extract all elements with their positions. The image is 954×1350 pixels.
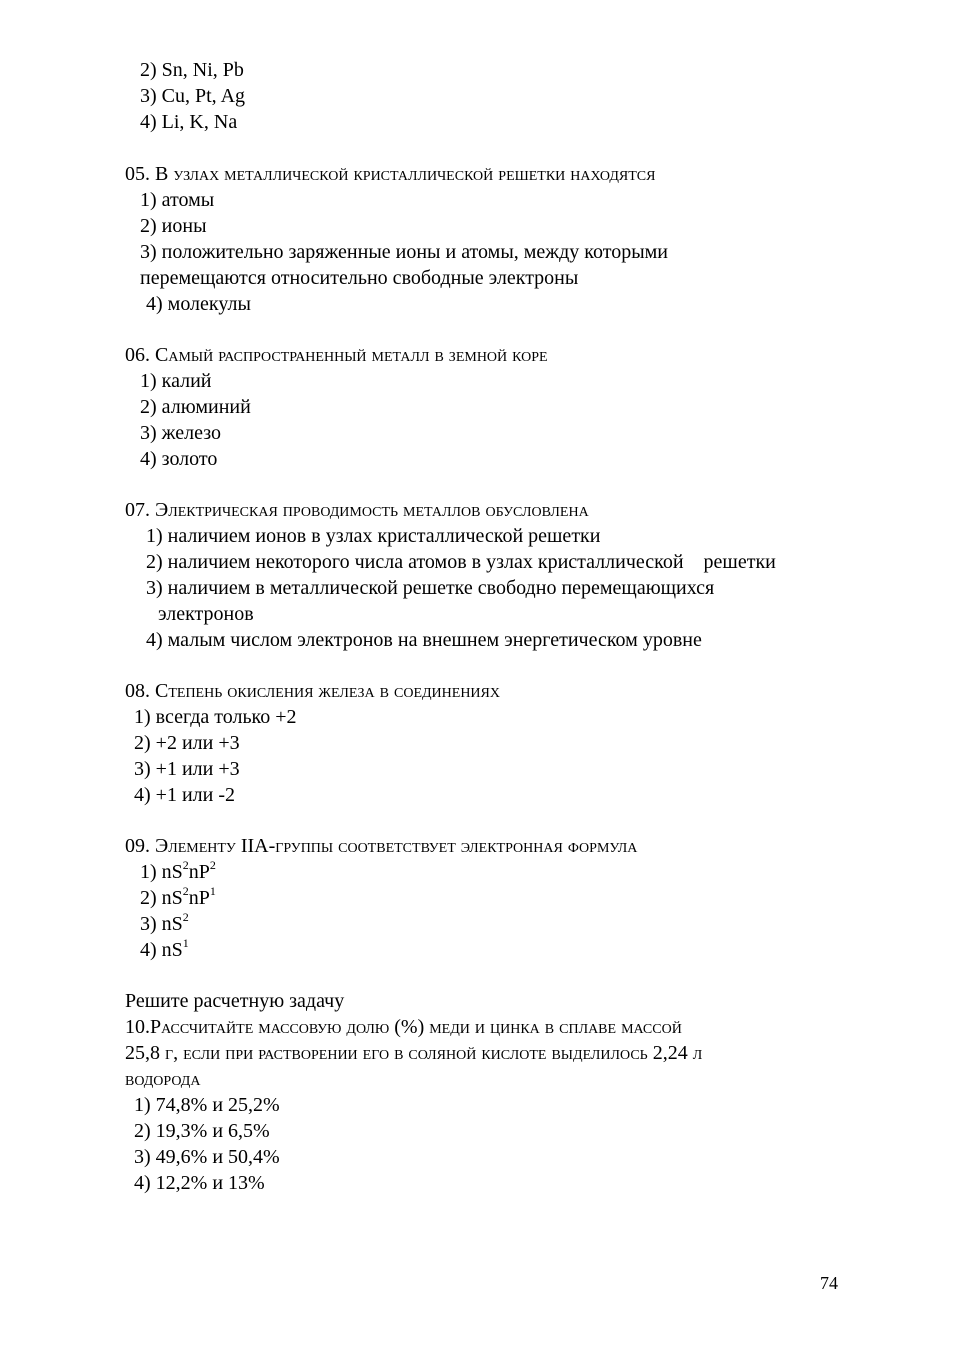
q07-option-2: 2) наличием некоторого числа атомов в узлах кристаллической решетки [146,551,776,573]
question-10-line2: 25,8 г, если при растворении его в соляной кислоте выделилось 2,24 л [125,1042,703,1064]
q08-option-2: 2) +2 или +3 [134,732,240,754]
option-4-li-k-na: 4) Li, K, Na [140,111,238,133]
question-05: 05. В узлах металлической кристаллической решетки находятся [125,163,656,185]
q06-option-1: 1) калий [140,370,212,392]
q07-option-3-line2: электронов [158,603,254,625]
q07-option-1: 1) наличием ионов в узлах кристаллической решетки [146,525,601,547]
q09-option-1: 1) $nS^2nP^2$ [140,858,216,883]
q08-option-4: 4) +1 или -2 [134,784,235,806]
task-heading: Решите расчетную задачу [125,990,345,1012]
q05-option-4: 4) молекулы [146,293,251,315]
q10-option-4: 4) 12,2% и 13% [134,1172,265,1194]
question-09: 09. Элементу IIA-группы соответствует электронная формула [125,835,638,857]
q05-option-3-line2: перемещаются относительно свободные электроны [140,267,579,289]
q08-option-1: 1) всегда только +2 [134,706,297,728]
option-2-sn-ni-pb: 2) Sn, Ni, Pb [140,59,244,81]
q10-option-1: 1) 74,8% и 25,2% [134,1094,280,1116]
q10-option-2: 2) 19,3% и 6,5% [134,1120,270,1142]
question-10-line3: водорода [125,1068,201,1090]
page-number: 74 [820,1273,838,1293]
option-3-cu-pt-ag: 3) Cu, Pt, Ag [140,85,246,107]
q05-option-2: 2) ионы [140,215,207,237]
question-10-line1: 10.Рассчитайте массовую долю (%) меди и цинка в сплаве массой [125,1016,682,1038]
q06-option-3: 3) железо [140,422,221,444]
q10-option-3: 3) 49,6% и 50,4% [134,1146,280,1168]
question-07: 07. Электрическая проводимость металлов обусловлена [125,499,589,521]
question-06: 06. Самый распространенный металл в земной коре [125,344,548,366]
q06-option-4: 4) золото [140,448,218,470]
q07-option-3-line1: 3) наличием в металлической решетке свободно перемещающихся [146,577,715,599]
q05-option-1: 1) атомы [140,189,215,211]
q05-option-3-line1: 3) положительно заряженные ионы и атомы, между которыми [140,241,668,263]
q09-option-2: 2) $nS^2nP^1$ [140,884,216,909]
q06-option-2: 2) алюминий [140,396,251,418]
q09-option-4: 4) $nS^1$ [140,936,189,961]
q09-option-3: 3) $nS^2$ [140,910,189,935]
q07-option-4: 4) малым числом электронов на внешнем энергетическом уровне [146,629,702,651]
q08-option-3: 3) +1 или +3 [134,758,240,780]
question-08: 08. Степень окисления железа в соединениях [125,680,500,702]
